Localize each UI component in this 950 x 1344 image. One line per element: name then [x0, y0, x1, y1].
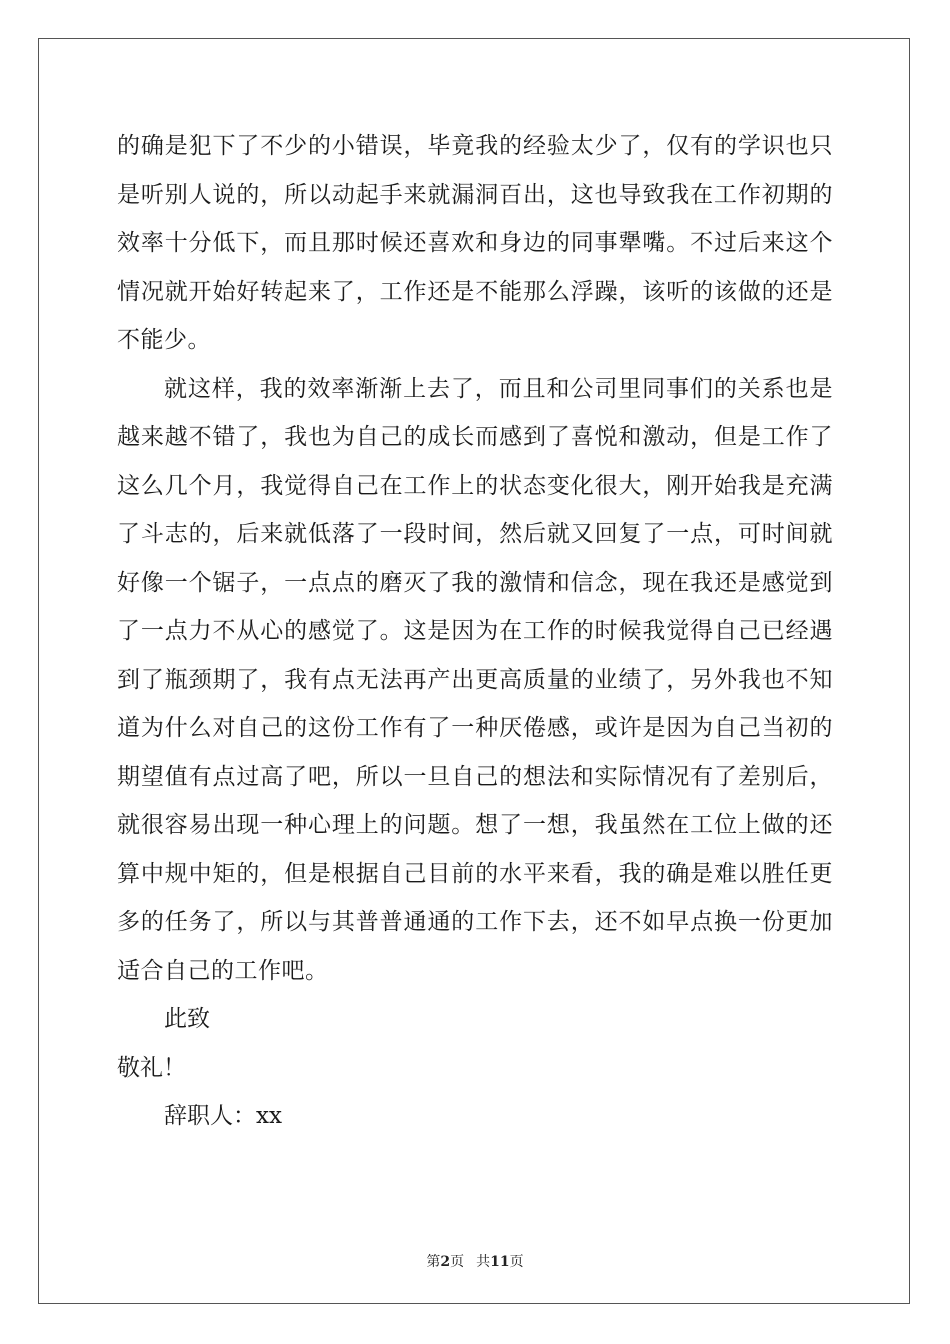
page-footer	[0, 1251, 950, 1271]
document-body	[117, 122, 833, 1141]
body-paragraph-continued: 的确是犯下了不少的小错误，毕竟我的经验太少了，仅有的学识也只是听别人说的，所以动起手来就漏洞百出，这也导致我在工作初期的效率十分低下，而且那时候还喜欢和身边的同事犟嘴。不过后来这个情况就开始好转起来了，工作还是不能那么浮躁，该听的该做的还是不能少。	[117, 133, 833, 353]
closing-salute: 敬礼！	[117, 1054, 186, 1081]
closing-greeting: 此致	[164, 1006, 210, 1032]
total-pages-number: 11	[490, 1254, 510, 1270]
page-suffix: 页	[450, 1254, 465, 1270]
current-page-number: 2	[440, 1254, 451, 1270]
body-paragraph: 就这样，我的效率渐渐上去了，而且和公司里同事们的关系也是越来越不错了，我也为自己的成长而感到了喜悦和激动，但是工作了这么几个月，我觉得自己在工作上的状态变化很大，刚开始我是充满了斗志的，后来就低落了一段时间，然后就又回复了一点，可时间就好像一个锯子，一点点的磨灭了我的激情和信念，现在我还是感觉到了一点力不从心的感觉了。这是因为在工作的时候我觉得自己已经遇到了瓶颈期了，我有点无法再产出更高质量的业绩了，另外我也不知道为什么对自己的这份工作有了一种厌倦感，或许是因为自己当初的期望值有点过高了吧，所以一旦自己的想法和实际情况有了差别后，就很容易出现一种心理上的问题。想了一想，我虽然在工位上做的还算中规中矩的，但是根据自己目前的水平来看，我的确是难以胜任更多的任务了，所以与其普普通通的工作下去，还不如早点换一份更加适合自己的工作吧。	[117, 375, 833, 984]
signature-line: 辞职人：xx	[164, 1103, 282, 1129]
page-prefix: 第	[426, 1254, 441, 1270]
total-prefix: 共	[476, 1254, 491, 1270]
total-suffix: 页	[509, 1254, 524, 1270]
